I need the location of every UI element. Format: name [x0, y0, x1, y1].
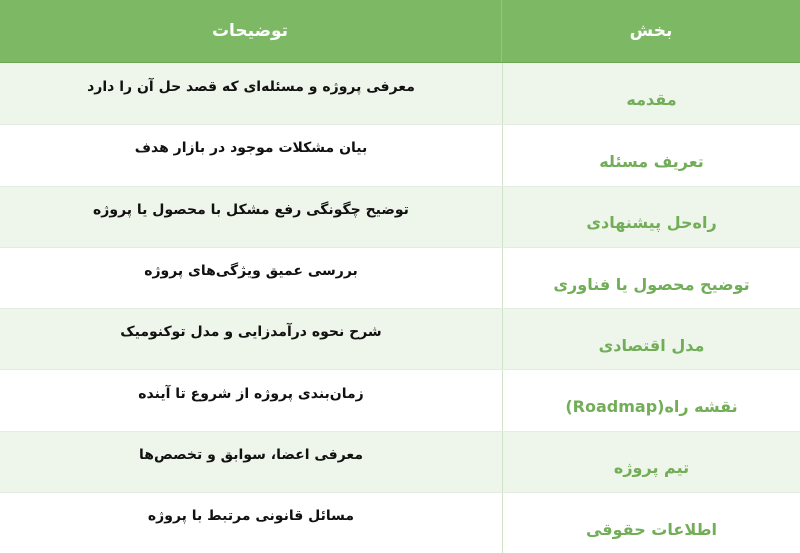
description-cell: معرفی اعضا، سوابق و تخصص‌ها	[139, 446, 363, 463]
table-row	[0, 308, 800, 369]
header-description: توضیحات	[211, 21, 289, 41]
section-cell: نقشه راه(Roadmap)	[502, 370, 800, 430]
section-cell: تیم پروژه	[502, 432, 800, 492]
description-cell: مسائل قانونی مرتبط با پروژه	[147, 508, 355, 525]
section-cell: مقدمه	[502, 63, 800, 124]
description-cell: توضیح چگونگی رفع مشکل با محصول یا پروژه	[93, 201, 409, 218]
description-cell: بیان مشکلات موجود در بازار هدف	[134, 140, 368, 157]
section-cell: توضیح محصول یا فناوری	[502, 248, 800, 308]
description-cell: معرفی پروژه و مسئله‌ای که قصد حل آن را دارد	[87, 78, 415, 95]
table-row	[0, 186, 800, 247]
section-cell: راه‌حل پیشنهادی	[502, 187, 800, 247]
table-row	[0, 124, 800, 185]
section-cell: اطلاعات حقوقی	[502, 493, 800, 553]
section-cell: تعریف مسئله	[502, 125, 800, 185]
header-section: بخش	[501, 0, 800, 62]
table-row	[0, 247, 800, 308]
section-cell: مدل اقتصادی	[502, 309, 800, 369]
table-row	[0, 63, 800, 124]
description-cell: بررسی عمیق ویژگی‌های پروژه	[144, 263, 358, 280]
table-row	[0, 369, 800, 430]
table-row	[0, 492, 800, 553]
description-cell: زمان‌بندی پروژه از شروع تا آینده	[138, 385, 364, 402]
table-header	[0, 0, 800, 63]
description-cell: شرح نحوه درآمدزایی و مدل توکنومیک	[120, 324, 382, 341]
table-row	[0, 431, 800, 492]
